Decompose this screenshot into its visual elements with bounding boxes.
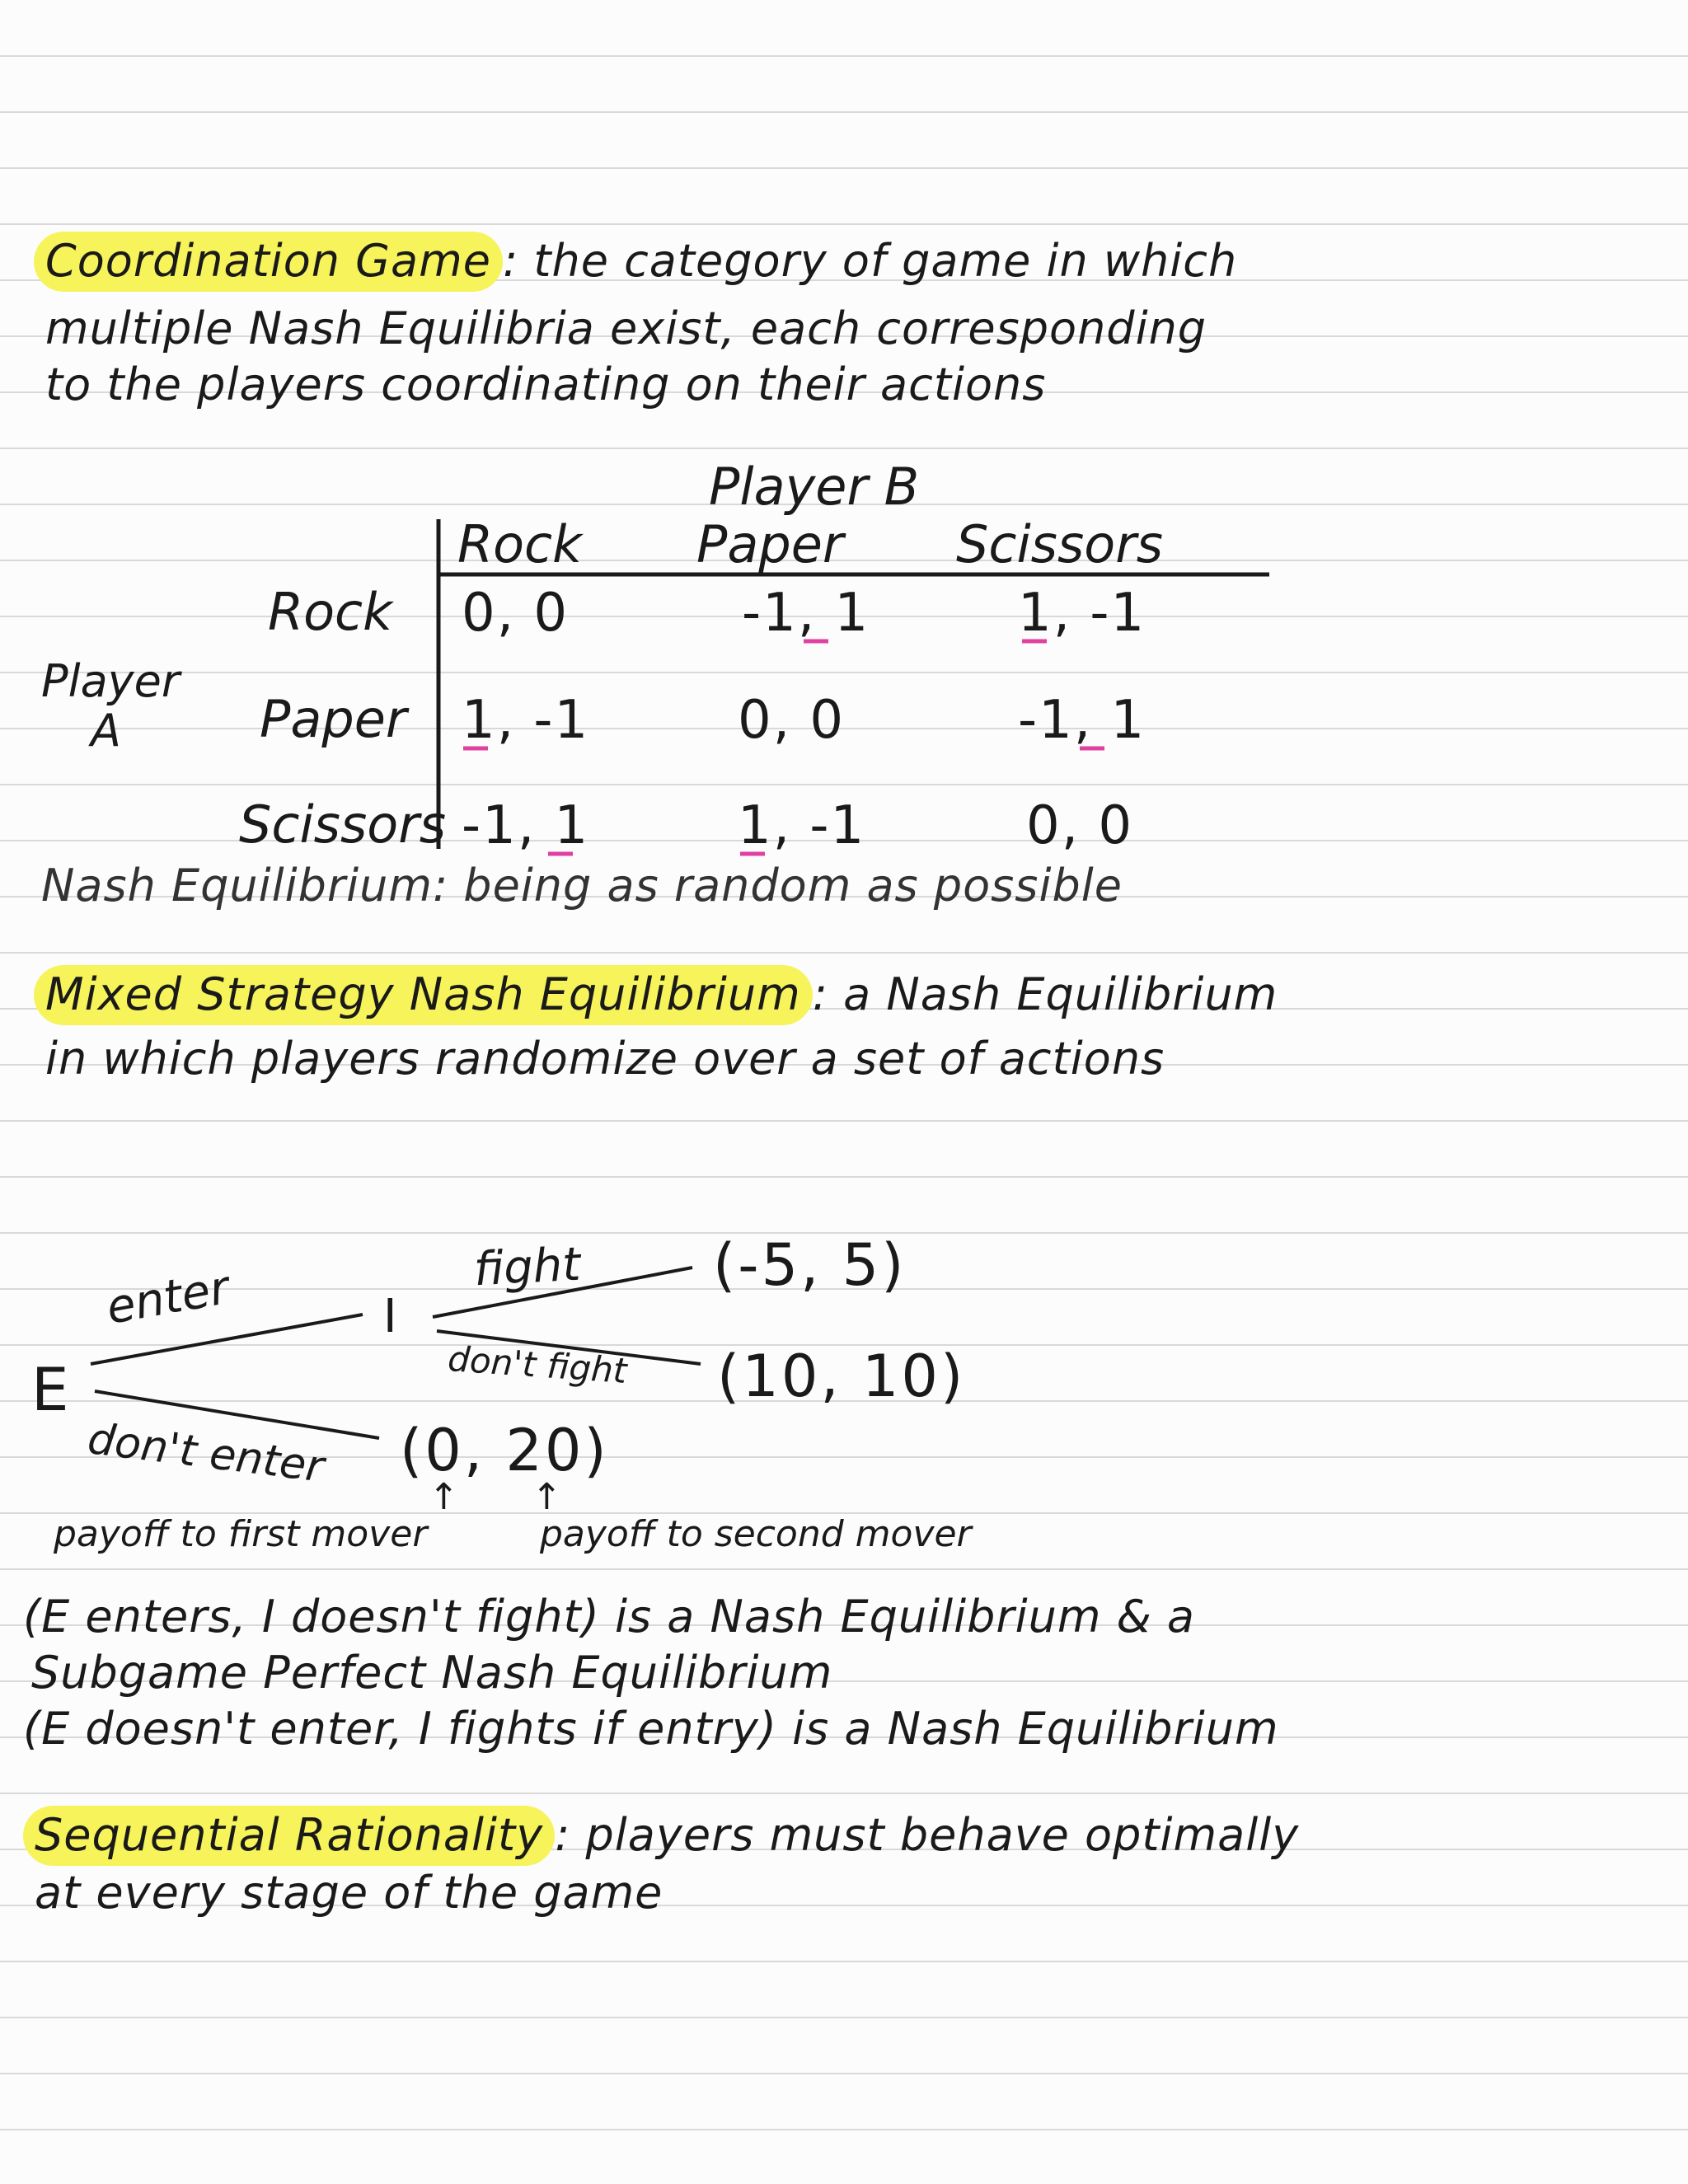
colon: : (555, 1809, 586, 1861)
dont-enter-label: don't enter (85, 1414, 327, 1493)
cell-rock-rock: 0, 0 (462, 583, 570, 644)
nash-rps-note: Nash Equilibrium: being as random as possible (41, 860, 1123, 912)
row-label-paper: Paper (260, 689, 407, 749)
branch-dont-fight (437, 1331, 701, 1364)
col-header-paper: Paper (696, 514, 844, 574)
cell-scissors-scissors: 0, 0 (1026, 795, 1134, 856)
note-first-mover: payoff to first mover (54, 1513, 428, 1555)
row-label-rock: Rock (268, 582, 393, 642)
cell-rock-paper: -1, 1 (742, 583, 870, 644)
arrow-up-icon: ↑ (429, 1476, 459, 1518)
equilibrium-line-1: (E enters, I doesn't fight) is a Nash Equilibrium & a (23, 1591, 1195, 1643)
coordination-term: Coordination Game (34, 232, 503, 292)
sequential-term: Sequential Rationality (23, 1806, 555, 1866)
arrow-up-icon: ↑ (532, 1476, 562, 1518)
coordination-line-3: to the players coordinating on their actions (45, 359, 1047, 410)
mixed-line-1: a Nash Equilibrium (843, 968, 1278, 1020)
cell-paper-paper: 0, 0 (738, 690, 846, 751)
mixed-term: Mixed Strategy Nash Equilibrium (34, 965, 813, 1025)
equilibrium-line-2: Subgame Perfect Nash Equilibrium (31, 1647, 833, 1699)
player-b-label: Player B (709, 457, 920, 517)
coordination-line-2: multiple Nash Equilibria exist, each corresponding (45, 302, 1207, 354)
mixed-line-2: in which players randomize over a set of actions (45, 1033, 1165, 1085)
payoff-fight: (-5, 5) (713, 1231, 907, 1299)
payoff-dont-fight: (10, 10) (717, 1343, 966, 1410)
branch-enter (91, 1315, 363, 1364)
cell-paper-scissors: -1, 1 (1018, 690, 1146, 751)
colon: : (502, 235, 534, 287)
cell-rock-scissors: 1, -1 (1018, 583, 1146, 644)
branch-dont-enter (95, 1391, 379, 1438)
sequential-line-1: players must behave optimally (585, 1809, 1300, 1861)
coordination-line-1: the category of game in which (533, 235, 1238, 287)
cell-scissors-rock: -1, 1 (462, 795, 590, 856)
equilibrium-line-3: (E doesn't enter, I fights if entry) is a Nash Equilibrium (23, 1703, 1279, 1755)
fight-label: fight (472, 1237, 582, 1297)
dont-fight-label: don't fight (446, 1338, 628, 1392)
cell-scissors-paper: 1, -1 (738, 795, 866, 856)
player-a-label-1: Player (41, 655, 181, 707)
player-a-label-2: A (91, 705, 121, 757)
node-i: I (383, 1290, 397, 1343)
enter-label: enter (102, 1260, 233, 1335)
payoff-dont-enter: (0, 20) (400, 1417, 609, 1484)
sequential-line-2: at every stage of the game (35, 1867, 663, 1919)
cell-paper-rock: 1, -1 (462, 690, 590, 751)
branch-fight (433, 1268, 692, 1317)
colon: : (812, 968, 844, 1020)
col-header-scissors: Scissors (956, 514, 1163, 574)
col-header-rock: Rock (457, 514, 583, 574)
note-second-mover: payoff to second mover (540, 1513, 972, 1555)
node-e: E (31, 1355, 69, 1424)
row-label-scissors: Scissors (239, 794, 446, 855)
